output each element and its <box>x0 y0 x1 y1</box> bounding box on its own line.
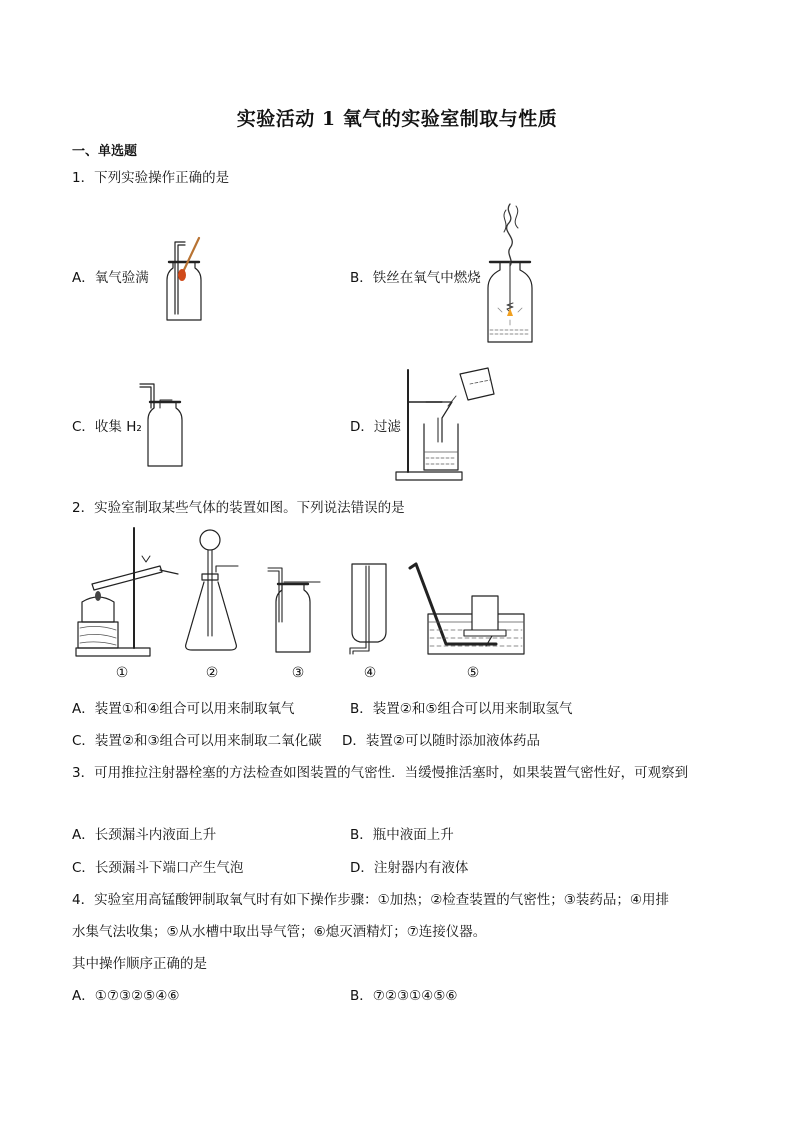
iron-wire-burning-figure <box>480 204 540 348</box>
apparatus-2-figure <box>180 526 246 654</box>
q1-option-d: D．过滤 <box>350 419 401 435</box>
q2-option-c: C．装置②和③组合可以用来制取二氧化碳 <box>72 733 322 749</box>
collect-h2-figure <box>138 380 193 468</box>
q1-option-b: B．铁丝在氧气中燃烧 <box>350 270 481 286</box>
q4-option-a: A．①⑦③②⑤④⑥ <box>72 988 180 1004</box>
q1-option-a: A．氧气验满 <box>72 270 149 286</box>
apparatus-4-figure <box>344 562 394 658</box>
page-title: 实验活动 1 氧气的实验室制取与性质 <box>236 108 558 130</box>
q2-option-a: A．装置①和④组合可以用来制取氧气 <box>72 701 295 717</box>
question-1-stem: 1．下列实验操作正确的是 <box>72 170 230 186</box>
apparatus-4-caption: ④ <box>363 665 377 681</box>
q4-option-b: B．⑦②③①④⑤⑥ <box>350 988 458 1004</box>
section-heading: 一、单选题 <box>72 144 138 159</box>
apparatus-2-caption: ② <box>205 665 219 681</box>
filtration-figure <box>396 366 496 482</box>
q3-option-c: C．长颈漏斗下端口产生气泡 <box>72 860 244 876</box>
q2-option-b: B．装置②和⑤组合可以用来制取氢气 <box>350 701 573 717</box>
question-4-stem-line-2: 水集气法收集；⑤从水槽中取出导气管；⑥熄灭酒精灯；⑦连接仪器。 <box>72 924 487 940</box>
question-2-stem: 2．实验室制取某些气体的装置如图。下列说法错误的是 <box>72 500 405 516</box>
oxygen-test-figure <box>155 232 215 322</box>
apparatus-1-figure <box>72 526 182 658</box>
question-3-stem: 3．可用推拉注射器栓塞的方法检查如图装置的气密性．当缓慢推活塞时，如果装置气密性好，可观察到 <box>72 765 689 781</box>
apparatus-5-caption: ⑤ <box>466 665 480 681</box>
q3-option-b: B．瓶中液面上升 <box>350 827 454 843</box>
q3-option-a: A．长颈漏斗内液面上升 <box>72 827 217 843</box>
q2-option-d: D．装置②可以随时添加液体药品 <box>342 733 540 749</box>
apparatus-3-caption: ③ <box>291 665 305 681</box>
question-4-stem-line-1: 4．实验室用高锰酸钾制取氧气时有如下操作步骤：①加热；②检查装置的气密性；③装药品；④用排 <box>72 892 669 908</box>
q1-option-c: C．收集 H₂ <box>72 419 142 435</box>
apparatus-1-caption: ① <box>115 665 129 681</box>
apparatus-5-figure <box>406 560 530 656</box>
question-4-stem-line-3: 其中操作顺序正确的是 <box>72 956 207 972</box>
q3-option-d: D．注射器内有液体 <box>350 860 469 876</box>
apparatus-3-figure <box>266 562 322 654</box>
